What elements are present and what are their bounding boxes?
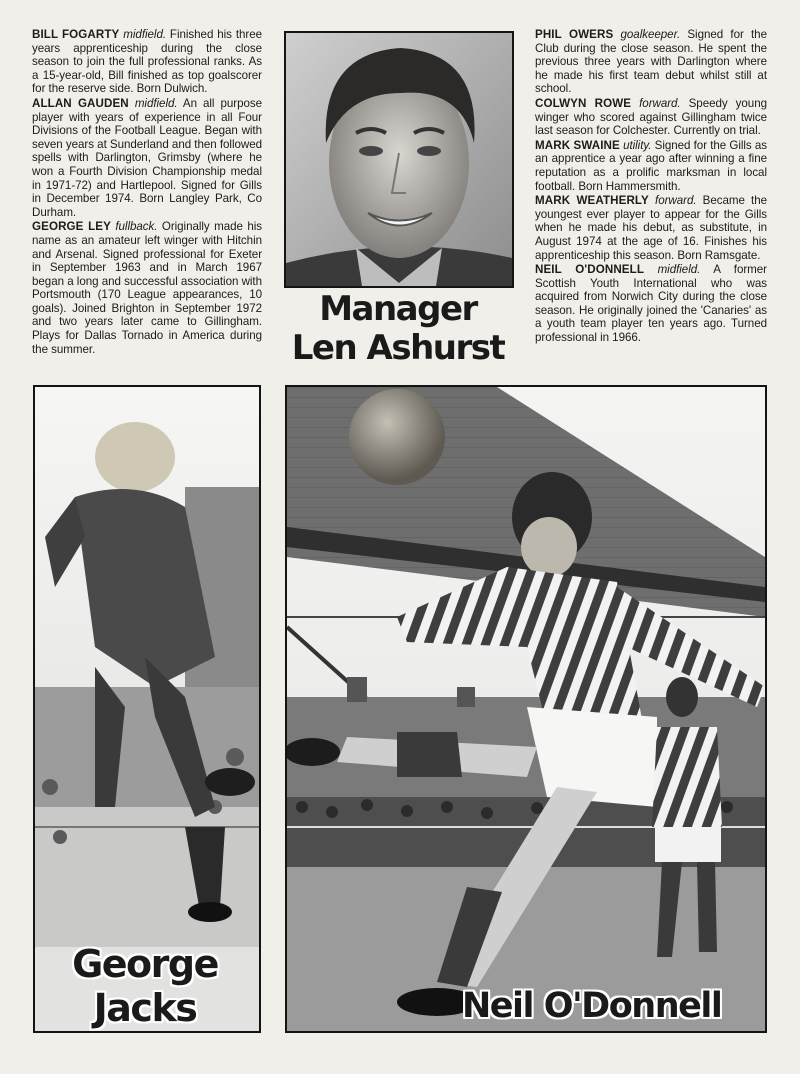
profile-colwyn-rowe bbox=[535, 97, 767, 138]
player-bio: Signed for the Club during the close season. He spent the previous three years with Darlington where he made his first team debut whilst still at school. bbox=[535, 28, 767, 96]
profile-mark-weatherly bbox=[535, 194, 767, 262]
player-name: NEIL O'DONNELL bbox=[535, 263, 645, 277]
player-bio: Speedy young winger who scored against Gillingham twice last season for Colchester. Currently on trial. bbox=[535, 96, 767, 138]
player-bio: An all purpose player with years of experience in all Four Divisions of the Football League. Began with seven years at Sunderland and then followed spells with Darlington, Grimsby (where he won a Fourth Division Championship medal in 1971-72) and Hartlepool. Signed for Gills in December 1974. Born Langley Park, Co Durham. bbox=[32, 96, 263, 219]
player-name: MARK WEATHERLY bbox=[535, 194, 649, 208]
player-name: PHIL OWERS bbox=[535, 28, 614, 41]
profile-allan-gauden bbox=[32, 97, 262, 219]
profile-george-ley bbox=[32, 220, 262, 356]
profile-neil-odonnell bbox=[535, 263, 767, 345]
left-profiles-column bbox=[32, 28, 262, 357]
player-position: goalkeeper. bbox=[620, 28, 681, 41]
george-jacks-caption bbox=[40, 942, 250, 1030]
player-bio: Finished his three years apprenticeship during the close season to join the full professional ranks. As a 15-year-old, Bill finished as top goalscorer for the reserve side. Born Dulwich. bbox=[32, 28, 262, 96]
caption-line: Len Ashurst bbox=[291, 328, 505, 368]
player-position: midfield. bbox=[123, 28, 167, 41]
manager-portrait-photo bbox=[284, 31, 514, 288]
player-name: GEORGE LEY bbox=[32, 220, 111, 234]
caption-line: George bbox=[72, 942, 218, 986]
neil-odonnell-photo bbox=[285, 385, 767, 1033]
profile-mark-swaine bbox=[535, 139, 767, 193]
caption-line: Manager bbox=[319, 289, 477, 329]
manager-caption bbox=[280, 290, 516, 368]
player-bio: Became the youngest ever player to appear for the Gills when he made his debut, as substitute, in August 1974 at the age of 16. Finishes his apprenticeship this season. Born Ramsgate. bbox=[535, 194, 768, 262]
player-bio: Originally made his name as an amateur left winger with Hitchin and Arsenal. Signed professional for Exeter in September 1963 and in March 1967 began a long and successful association with Portsmouth (170 League appearances, 10 goals). Joined Brighton in September 1972 and two years later came to Gillingham. Plays for Dallas Tornado in America during the summer. bbox=[32, 220, 262, 356]
right-profiles-column bbox=[535, 28, 767, 346]
player-name: COLWYN ROWE bbox=[535, 96, 632, 110]
player-position: fullback. bbox=[115, 220, 158, 234]
player-name: ALLAN GAUDEN bbox=[32, 96, 129, 110]
george-jacks-photo bbox=[33, 385, 261, 1033]
player-name: BILL FOGARTY bbox=[32, 28, 120, 41]
player-position: forward. bbox=[639, 96, 681, 110]
player-position: utility. bbox=[623, 138, 652, 152]
caption-line: Jacks bbox=[93, 986, 197, 1030]
player-position: midfield. bbox=[134, 96, 178, 110]
profile-phil-owers bbox=[535, 28, 767, 96]
player-position: forward. bbox=[655, 194, 697, 208]
player-bio: A former Scottish Youth International who was acquired from Norwich City during the close season. He originally joined the 'Canaries' as a youth team player ten years ago. Turned professional in 1966. bbox=[535, 263, 767, 345]
neil-odonnell-caption: Neil O'Donnell bbox=[462, 986, 722, 1026]
player-bio: Signed for the Gills as an apprentice a year ago after winning a fine reputation as a prolific marksman in local football. Born Hammersmith. bbox=[535, 138, 767, 193]
player-name: MARK SWAINE bbox=[535, 138, 620, 152]
profile-bill-fogarty bbox=[32, 28, 262, 96]
player-position: midfield. bbox=[657, 263, 701, 277]
